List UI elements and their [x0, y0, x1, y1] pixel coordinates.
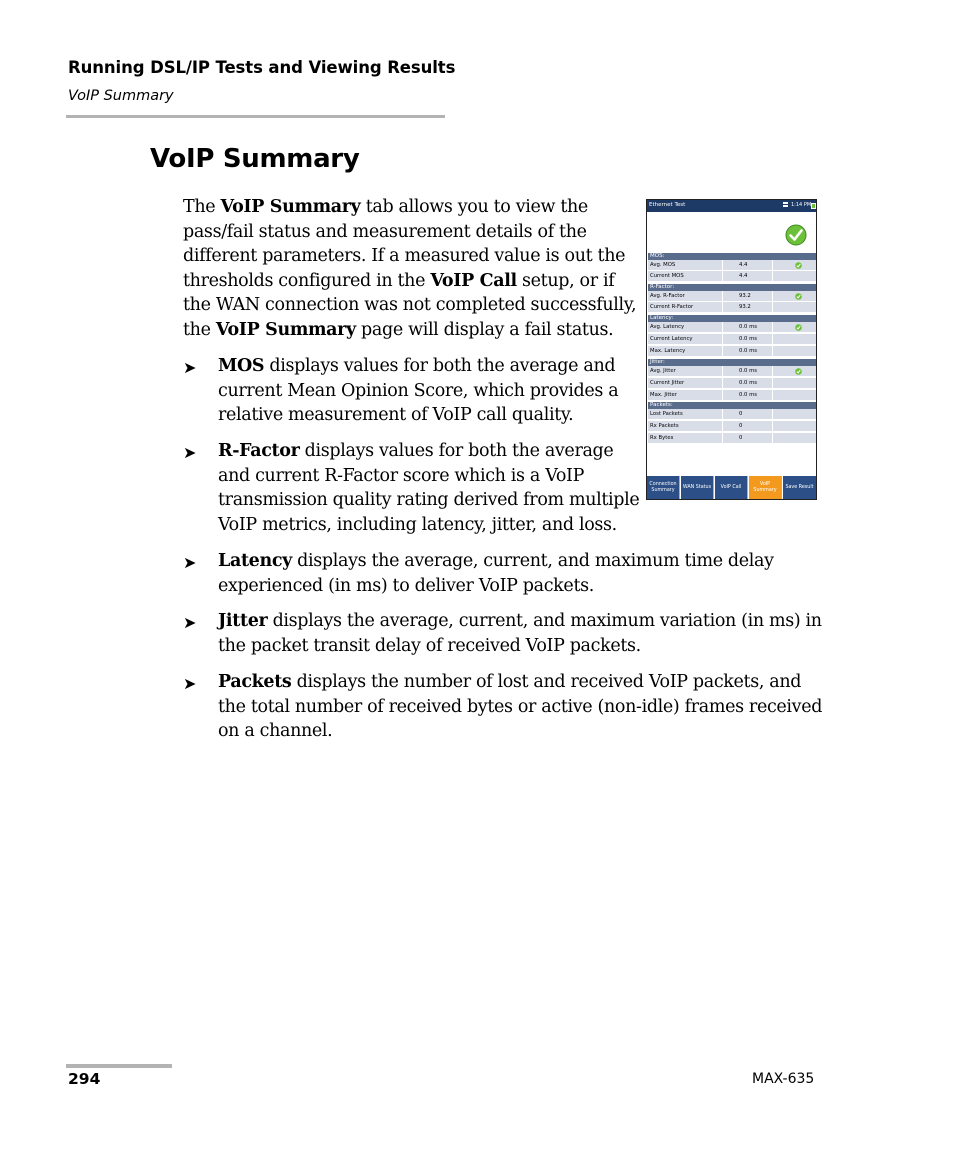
bullet-arrow-icon: ➤ — [183, 613, 197, 632]
intro-text-2: tab allows you to view the pass/fail status and measurement details of the different parameters. If a measured value is out the thresholds configured in the — [183, 197, 626, 291]
table-row — [648, 291, 816, 302]
bullet-arrow-icon: ➤ — [183, 553, 197, 572]
intro-text-3: setup, or if the WAN connection was not completed successfully, the — [183, 270, 637, 340]
row-value: 4.4 — [739, 273, 748, 279]
page-number: 294 — [68, 1070, 101, 1088]
bullet-description: displays the average, current, and maximum time delay experienced (in ms) to deliver VoIP packets. — [218, 551, 774, 596]
running-header-chapter: Running DSL/IP Tests and Viewing Results — [68, 58, 456, 77]
running-header-section: VoIP Summary — [68, 88, 174, 104]
bullet-text — [218, 670, 823, 744]
table-row — [648, 302, 816, 313]
row-label: Max. Latency — [650, 348, 686, 354]
tab-voip-summary[interactable]: VoIP Summary — [749, 476, 782, 499]
row-value: 0.0 ms — [739, 380, 758, 386]
table-row — [648, 433, 816, 444]
bullet-arrow-icon: ➤ — [183, 358, 197, 377]
row-label: Current R-Factor — [650, 304, 694, 310]
row-value: 0 — [739, 423, 743, 429]
row-label: Rx Packets — [650, 423, 679, 429]
row-value: 0 — [739, 411, 743, 417]
table-row — [648, 346, 816, 357]
table-row — [648, 390, 816, 401]
pass-status-check-icon — [785, 224, 807, 246]
product-name: MAX-635 — [752, 1071, 815, 1087]
bullet-description: displays values for both the average and current Mean Opinion Score, which provides a relative measurement of VoIP call quality. — [218, 356, 619, 426]
pass-check-icon — [795, 368, 802, 375]
tab-save-result[interactable]: Save Result — [783, 476, 816, 499]
row-value: 0.0 ms — [739, 392, 758, 398]
device-screenshot — [646, 199, 817, 500]
row-label: Max. Jitter — [650, 392, 677, 398]
table-row — [648, 271, 816, 282]
section-header-rfactor: R-Factor: — [648, 284, 816, 291]
row-label: Avg. Latency — [650, 324, 685, 330]
pass-check-icon — [795, 324, 802, 331]
header-divider — [66, 115, 445, 118]
bullet-arrow-icon: ➤ — [183, 674, 197, 693]
table-row — [648, 378, 816, 389]
pass-check-icon — [795, 293, 802, 300]
section-header-latency: Latency: — [648, 315, 816, 322]
row-value: 93.2 — [739, 293, 751, 299]
row-value: 0.0 ms — [739, 336, 758, 342]
battery-icon — [811, 203, 816, 209]
tab-voip-call[interactable]: VoIP Call — [715, 476, 748, 499]
bullet-text — [218, 439, 641, 537]
table-row — [648, 366, 816, 377]
table-row — [648, 322, 816, 333]
device-clock: 1:14 PM — [791, 202, 812, 208]
row-label: Avg. R-Factor — [650, 293, 685, 299]
table-row — [648, 409, 816, 420]
section-header-mos: MOS: — [648, 253, 816, 260]
device-title: Ethernet Test — [649, 202, 686, 208]
footer-divider — [66, 1064, 172, 1068]
intro-bold-3: VoIP Summary — [215, 319, 356, 340]
intro-paragraph — [183, 195, 641, 343]
section-header-jitter: Jitter: — [648, 359, 816, 366]
pass-check-icon — [795, 262, 802, 269]
bullet-text — [218, 609, 823, 658]
row-value: 0 — [739, 435, 743, 441]
table-row — [648, 421, 816, 432]
row-label: Avg. Jitter — [650, 368, 676, 374]
row-label: Lost Packets — [650, 411, 683, 417]
bullet-description: displays values for both the average and current R-Factor score which is a VoIP transmission quality rating derived from multiple VoIP metrics, including latency, jitter, and loss. — [218, 441, 640, 535]
intro-text-4: page will display a fail status. — [355, 319, 614, 340]
bullet-description: displays the number of lost and received VoIP packets, and the total number of received bytes or active (non-idle) frames received on a channel. — [218, 672, 823, 742]
row-value: 4.4 — [739, 262, 748, 268]
bullet-term: R-Factor — [218, 441, 300, 461]
bullet-description: displays the average, current, and maximum variation (in ms) in the packet transit delay of received VoIP packets. — [218, 611, 822, 656]
row-label: Rx Bytes — [650, 435, 674, 441]
intro-text-1: The — [183, 197, 221, 217]
bullet-text — [218, 549, 823, 598]
row-value: 0.0 ms — [739, 348, 758, 354]
row-label: Current MOS — [650, 273, 684, 279]
row-label: Current Jitter — [650, 380, 685, 386]
intro-bold-2: VoIP Call — [430, 270, 517, 291]
bullet-term: MOS — [218, 356, 265, 376]
network-icon — [783, 202, 788, 208]
bullet-term: Packets — [218, 672, 292, 692]
row-label: Current Latency — [650, 336, 693, 342]
section-header-packets: Packets: — [648, 402, 816, 409]
row-value: 93.2 — [739, 304, 751, 310]
row-label: Avg. MOS — [650, 262, 676, 268]
table-row — [648, 334, 816, 345]
bullet-arrow-icon: ➤ — [183, 443, 197, 462]
bullet-term: Jitter — [218, 611, 268, 631]
row-value: 0.0 ms — [739, 324, 758, 330]
table-row — [648, 260, 816, 271]
tab-wan-status[interactable]: WAN Status — [681, 476, 714, 499]
bullet-term: Latency — [218, 551, 292, 571]
device-tab-bar — [647, 476, 816, 499]
page-title: VoIP Summary — [150, 144, 360, 174]
tab-connection-summary[interactable]: Connection Summary — [647, 476, 680, 499]
intro-bold-1: VoIP Summary — [220, 197, 361, 217]
bullet-text — [218, 354, 641, 428]
row-value: 0.0 ms — [739, 368, 758, 374]
device-title-bar — [647, 200, 816, 212]
